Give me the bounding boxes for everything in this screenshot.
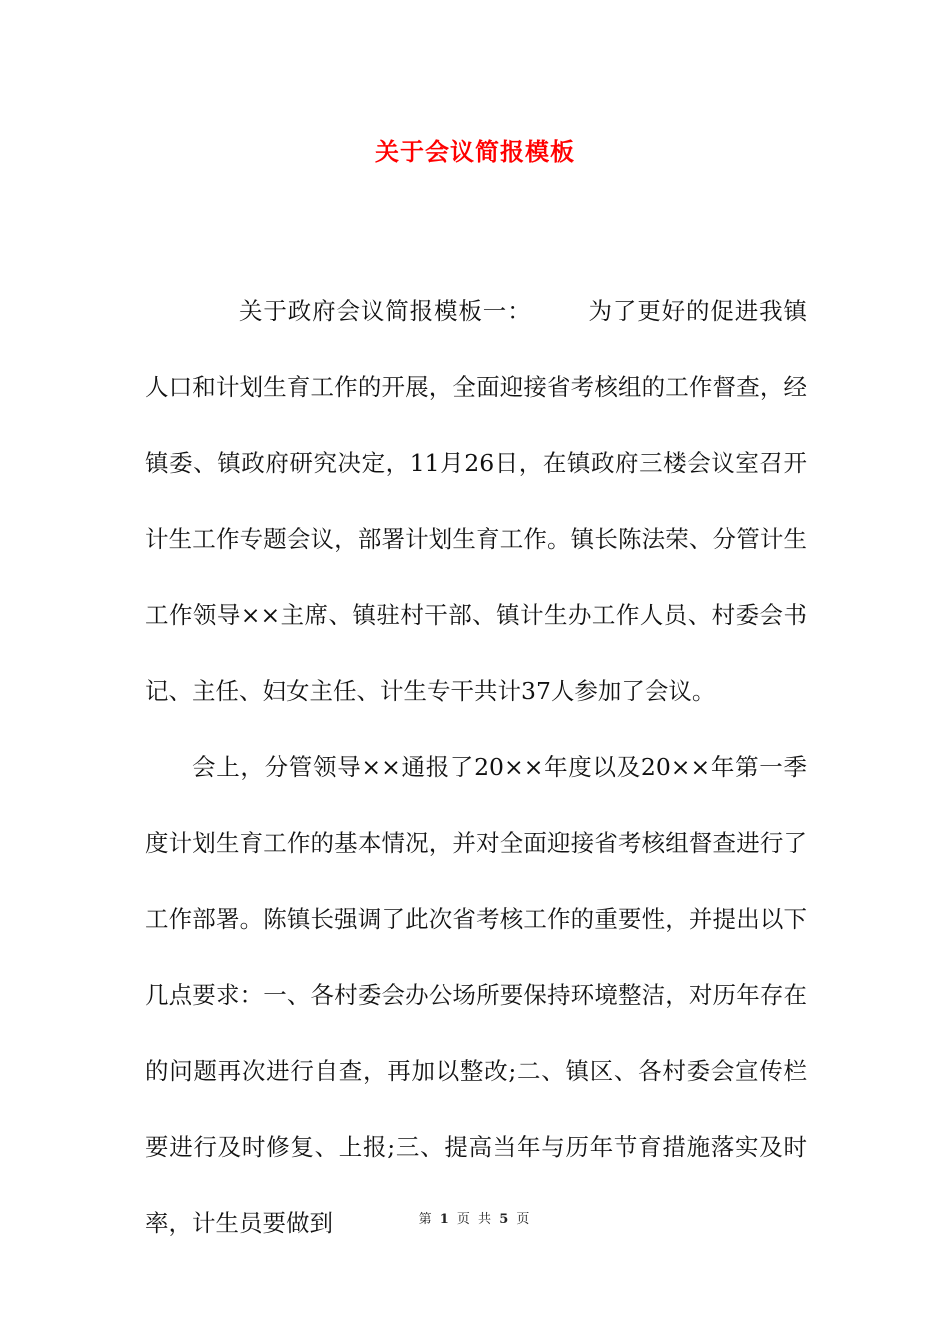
page-footer [0,1208,950,1227]
footer-middle: 页 共 [456,1212,494,1227]
footer-suffix: 页 [516,1212,532,1227]
footer-total-pages: 5 [499,1212,511,1227]
document-title: 关于会议简报模板 [375,137,575,166]
paragraph-2: 会上，分管领导××通报了20××年度以及20××年第一季度计划生育工作的基本情况，并对全面迎接省考核组督查进行了工作部署。陈镇长强调了此次省考核工作的重要性，并提出以下几点要求：一、各村委会办公场所要保持环境整洁，对历年存在的问题再次进行自查，再加以整改;二、镇区、各村委会宣传栏要进行及时修复、上报;三、提高当年与历年节育措施落实及时率，计生员要做到 [145,753,807,1237]
paragraph-1-lead: 关于政府会议简报模板一： [239,297,532,325]
document-body [145,273,807,1261]
paragraph-1-text: 为了更好的促进我镇人口和计划生育工作的开展，全面迎接省考核组的工作督查，经镇委、镇政府研究决定，11月26日，在镇政府三楼会议室召开计生工作专题会议，部署计划生育工作。镇长陈法荣、分管计生工作领导××主席、镇驻村干部、镇计生办工作人员、村委会书记、主任、妇女主任、计生专干共计37人参加了会议。 [145,297,808,705]
paragraph-1 [145,273,807,729]
footer-page-number: 1 [439,1212,451,1227]
footer-prefix: 第 [418,1212,434,1227]
